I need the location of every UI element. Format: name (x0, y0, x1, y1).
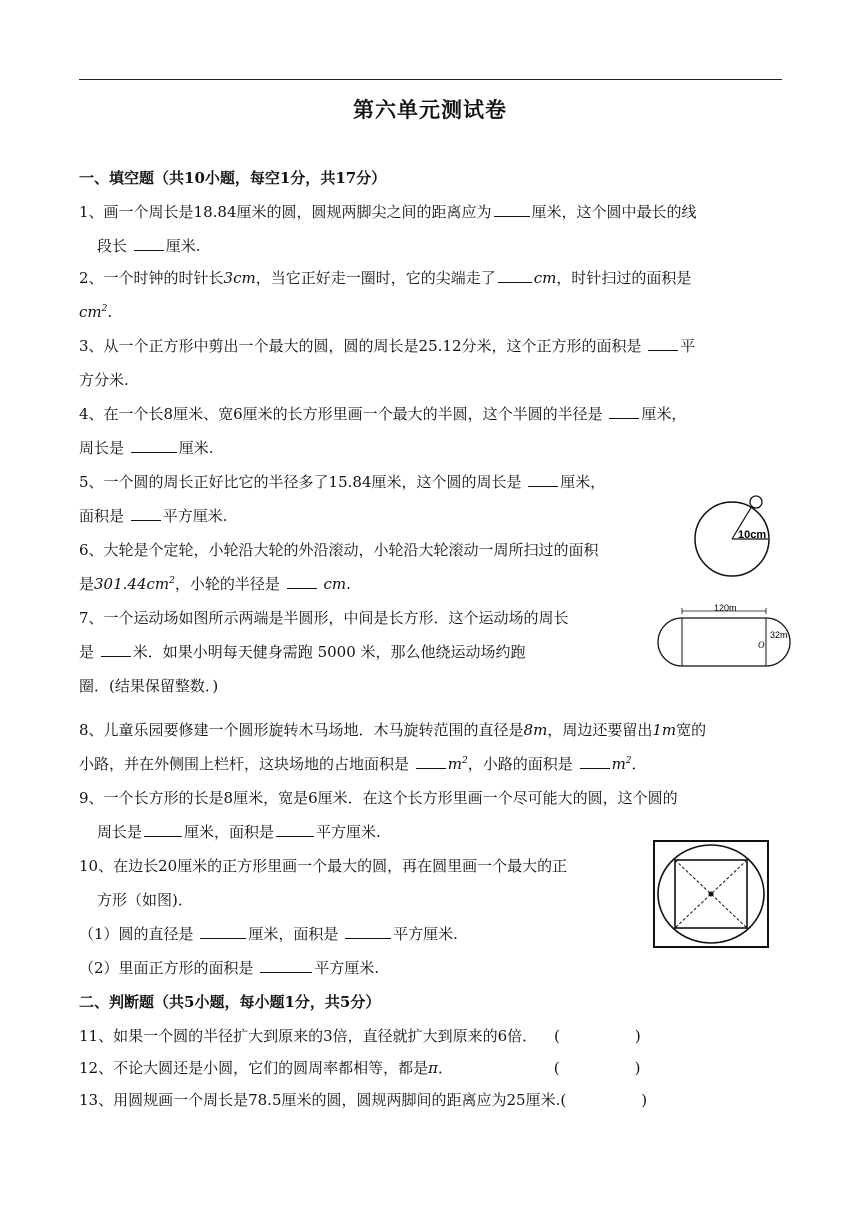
q6-unit-cm: cm (323, 575, 347, 593)
length-label: 120m (714, 604, 737, 613)
q3-text-a: 3、从一个正方形中剪出一个最大的圆，圆的周长是25.12分米，这个正方形的面积是 (79, 337, 642, 355)
q2-text-c: ，时针扫过的面积是 (556, 269, 692, 287)
pi-symbol: π (428, 1059, 438, 1077)
answer-blank[interactable] (144, 822, 182, 837)
q12-text: 12、不论大圆还是小圆，它们的圆周率都相等，都是 (79, 1059, 429, 1077)
question-6-line-2 (79, 574, 351, 594)
question-7-line-1: 7、一个运动场如图所示两端是半圆形，中间是长方形．这个运动场的周长 (79, 609, 569, 627)
q6-area: $301.44cm^2$ (94, 575, 175, 593)
answer-blank[interactable] (260, 958, 312, 973)
question-5-line-1 (79, 472, 605, 492)
center-dot (709, 892, 714, 897)
q1-text-d: 厘米. (165, 237, 201, 255)
answer-blank[interactable] (494, 202, 530, 217)
q5-text-a: 5、一个圆的周长正好比它的半径多了15.84厘米，这个圆的周长是 (79, 473, 522, 491)
q10-p1-text-a: （1）圆的直径是 (79, 925, 194, 943)
answer-blank[interactable] (648, 336, 678, 351)
q4-text-c: 周长是 (79, 439, 125, 457)
section-fill-blank-heading: 一、填空题（共10小题，每空1分，共17分） (79, 169, 387, 187)
question-13 (79, 1090, 647, 1110)
answer-blank[interactable] (131, 506, 161, 521)
q6-text-c: ，小轮的半径是 (174, 575, 280, 593)
question-10-line-2: 方形（如图)． (97, 891, 193, 909)
q7-text-c: 米．如果小明每天健身需跑 5000 米，那么他绕运动场约跑 (132, 643, 526, 661)
question-9-line-2 (97, 822, 381, 842)
q8-path-width: 1m (652, 721, 677, 739)
center-label: O (758, 640, 765, 650)
q4-text-b: 厘米， (641, 405, 687, 423)
q9-text-d: 平方厘米. (316, 823, 381, 841)
answer-blank[interactable] (580, 754, 610, 769)
q6-text-d: . (346, 575, 351, 593)
q10-p2-text-a: （2）里面正方形的面积是 (79, 959, 254, 977)
q2-text-d: . (107, 303, 113, 321)
q8-unit-m2: $m^2$ (447, 755, 468, 773)
q3-text-b: 平 (680, 337, 696, 355)
question-8-line-2: 小路，并在外侧围上栏杆，这块场地的占地面积是 $m^2$，小路的面积是 $m^2$． (79, 755, 647, 773)
q8-text-c: 宽的 (676, 721, 707, 739)
question-2-line-2 (79, 302, 112, 322)
q13-text: 13、用圆规画一个周长是78.5厘米的圆，圆规两脚间的距离应为25厘米. (79, 1091, 561, 1109)
q9-text-c: 厘米，面积是 (184, 823, 275, 841)
answer-blank[interactable] (416, 754, 446, 769)
question-11 (79, 1026, 641, 1046)
track-figure (654, 604, 794, 668)
question-7-line-3: 圈．(结果保留整数．) (79, 677, 219, 695)
question-9-line-1: 9、一个长方形的长是8厘米，宽是6厘米．在这个长方形里画一个尽可能大的圆，这个圆的 (79, 789, 678, 807)
q2-length: 3cm (223, 269, 256, 287)
answer-blank[interactable] (287, 574, 317, 589)
question-5-line-2 (79, 506, 228, 526)
answer-parentheses[interactable]: ( ) (553, 1059, 641, 1077)
question-12: 12、不论大圆还是小圆，它们的圆周率都相等，都是π． ( ) (79, 1059, 641, 1077)
q8-text-a: 8、儿童乐园要修建一个圆形旋转木马场地．木马旋转范围的直径是 (79, 721, 524, 739)
answer-blank[interactable] (101, 642, 131, 657)
answer-blank[interactable] (498, 268, 532, 283)
q8-diameter: 8m (523, 721, 548, 739)
top-rule (79, 79, 782, 80)
square-circle-figure (651, 838, 771, 950)
answer-blank[interactable] (345, 924, 391, 939)
question-1-line-1 (79, 202, 697, 222)
q4-text-a: 4、在一个长8厘米、宽6厘米的长方形里画一个最大的半圆，这个半圆的半径是 (79, 405, 603, 423)
q1-text-c: 段长 (97, 237, 128, 255)
question-8-line-1 (79, 720, 706, 740)
section-true-false-heading: 二、判断题（共5小题，每小题1分，共5分） (79, 993, 381, 1011)
track-outline (658, 618, 790, 666)
q5-text-c: 面积是 (79, 507, 125, 525)
answer-parentheses[interactable]: ( ) (560, 1091, 648, 1109)
q1-text-b: 厘米，这个圆中最长的线 (531, 203, 697, 221)
q5-text-b: 厘米， (560, 473, 606, 491)
question-10-part-1 (79, 924, 458, 944)
q8-text-b: ，周边还要留出 (547, 721, 653, 739)
q8-unit-m2: $m^2$ (611, 755, 632, 773)
q2-unit-cm: cm (533, 269, 557, 287)
q2-unit-cm2: $cm^2$ (79, 303, 108, 321)
page-title: 第六单元测试卷 (353, 97, 507, 122)
answer-parentheses[interactable]: ( ) (553, 1027, 641, 1045)
question-2-line-1 (79, 268, 691, 288)
wheel-figure (690, 492, 780, 582)
wheel-radius-label: 10cm (738, 529, 767, 541)
q8-text-f: ，小路的面积是 (467, 755, 573, 773)
question-7-line-2 (79, 642, 526, 662)
q1-text-a: 1、画一个周长是18.84厘米的圆，圆规两脚尖之间的距离应为 (79, 203, 492, 221)
q8-text-e: 小路，并在外侧围上栏杆，这块场地的占地面积是 (79, 755, 410, 773)
answer-blank[interactable] (134, 236, 164, 251)
question-3-line-1 (79, 336, 695, 356)
answer-blank[interactable] (276, 822, 314, 837)
question-4-line-2 (79, 438, 214, 458)
q7-text-b: 是 (79, 643, 95, 661)
width-label: 32m (770, 630, 788, 640)
answer-blank[interactable] (609, 404, 639, 419)
q2-text-a: 2、一个时钟的时针长 (79, 269, 224, 287)
question-10-part-2 (79, 958, 379, 978)
q10-p2-text-b: 平方厘米. (314, 959, 380, 977)
q4-text-d: 厘米. (178, 439, 214, 457)
q10-p1-text-b: 厘米，面积是 (248, 925, 339, 943)
q5-text-d: 平方厘米. (162, 507, 228, 525)
q9-text-b: 周长是 (97, 823, 143, 841)
answer-blank[interactable] (528, 472, 558, 487)
question-6-line-1: 6、大轮是个定轮，小轮沿大轮的外沿滚动，小轮沿大轮滚动一周所扫过的面积 (79, 541, 599, 559)
answer-blank[interactable] (131, 438, 177, 453)
question-4-line-1 (79, 404, 686, 424)
q10-p1-text-c: 平方厘米. (393, 925, 458, 943)
answer-blank[interactable] (200, 924, 246, 939)
q6-text-b: 是 (79, 575, 95, 593)
q11-text: 11、如果一个圆的半径扩大到原来的3倍，直径就扩大到原来的6倍． (79, 1027, 538, 1045)
question-1-line-2 (97, 236, 201, 256)
question-10-line-1: 10、在边长20厘米的正方形里画一个最大的圆，再在圆里画一个最大的正 (79, 857, 568, 875)
question-3-line-2: 方分米. (79, 371, 129, 389)
q2-text-b: ，当它正好走一圈时，它的尖端走了 (255, 269, 496, 287)
